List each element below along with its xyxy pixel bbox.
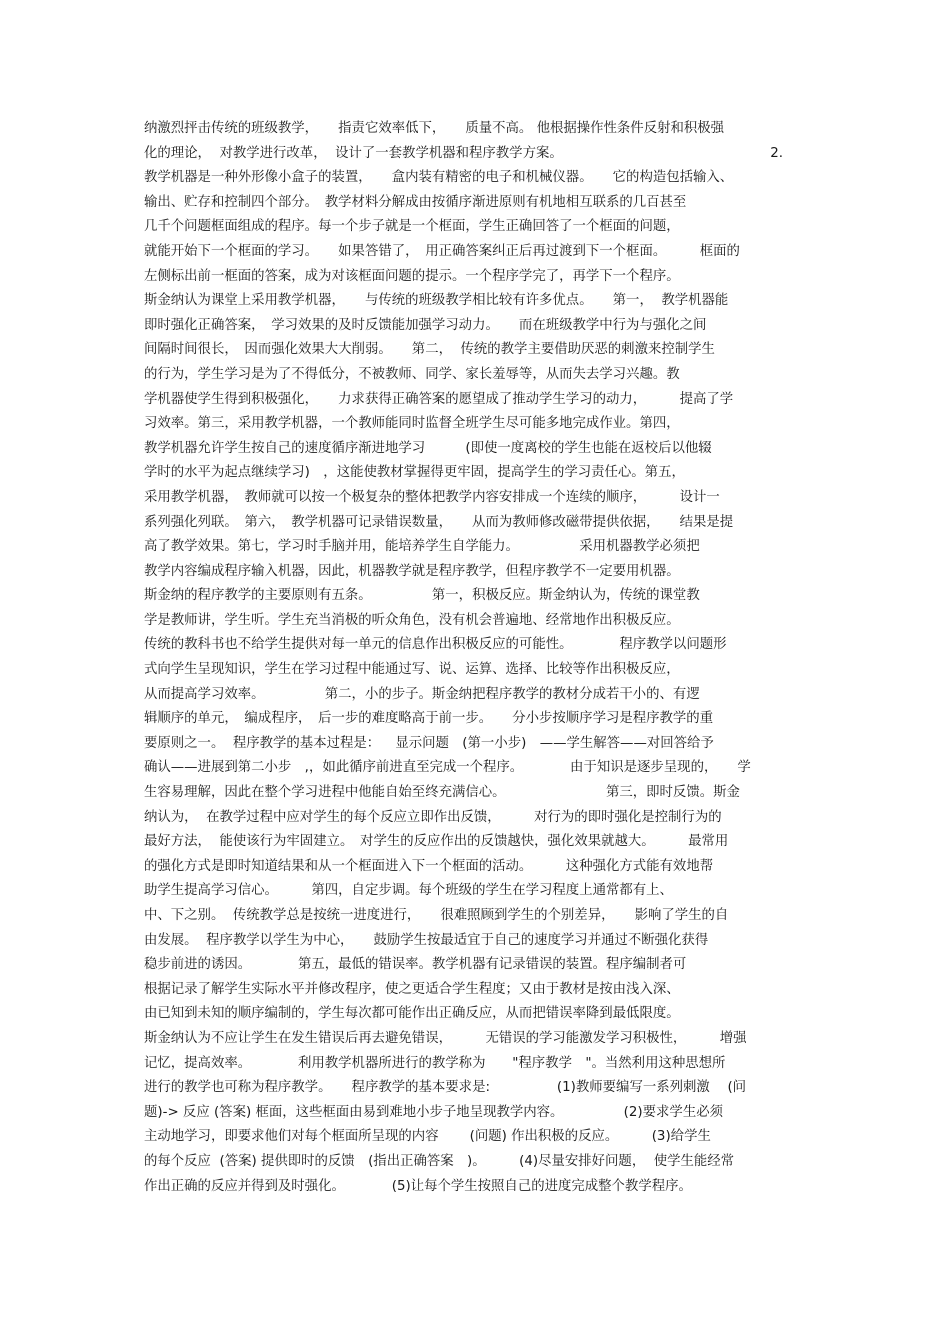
text-line: 助学生提高学习信心。 第四，自定步调。每个班级的学生在学习程度上通常都有上、	[144, 883, 673, 899]
text-line: 教学内容编成程序输入机器，因此，机器教学就是程序教学，但程序教学不一定要用机器。	[144, 563, 680, 579]
text-line: 教学机器允许学生按自己的速度循序渐进地学习 (即使一度离校的学生也能在返校后以他辍	[144, 440, 712, 456]
text-line: 化的理论， 对教学进行改革， 设计了一套教学机器和程序教学方案。 2.	[144, 145, 784, 161]
text-line: 学机器使学生得到积极强化， 力求获得正确答案的愿望成了推动学生学习的动力， 提高了学	[144, 391, 734, 407]
text-line: 式向学生呈现知识，学生在学习过程中能通过写、说、运算、选择、比较等作出积极反应，	[144, 662, 680, 678]
text-line: 采用教学机器， 教师就可以按一个极复杂的整体把教学内容安排成一个连续的顺序， 设计一	[144, 489, 720, 505]
text-line: 几千个问题框面组成的程序。每一个步子就是一个框面，学生正确回答了一个框面的问题，	[144, 219, 680, 235]
text-line: 中、下之别。 传统教学总是按统一进度进行， 很难照顾到学生的个别差异， 影响了学生的自	[144, 908, 729, 923]
text-line: 斯金纳认为不应让学生在发生错误后再去避免错误， 无错误的学习能激发学习积极性， 增强	[144, 1030, 747, 1046]
text-line: 纳激烈抨击传统的班级教学， 指责它效率低下， 质量不高。 他根据操作性条件反射和积极强	[144, 121, 725, 136]
text-line: 生容易理解，因此在整个学习进程中他能自始至终充满信心。 第三，即时反馈。斯金	[144, 785, 740, 801]
text-line: 辑顺序的单元， 编成程序， 后一步的难度略高于前一步。 分小步按顺序学习是程序教学的重	[144, 711, 714, 727]
text-line: 进行的教学也可称为程序教学。 程序教学的基本要求是: (1)教师要编写一系列刺激 (问	[144, 1080, 747, 1096]
text-line: 确认——进展到第二小步 ,，如此循序前进直至完成一个程序。 由于知识是逐步呈现的， 学	[144, 760, 751, 776]
text-line: 系列强化列联。 第六， 教学机器可记录错误数量， 从而为教师修改磁带提供依据， 结果是提	[144, 514, 734, 530]
text-line: 就能开始下一个框面的学习。 如果答错了， 用正确答案纠正后再过渡到下一个框面。 框面的	[144, 243, 740, 259]
text-line: 由发展。 程序教学以学生为中心， 鼓励学生按最适宜于自己的速度学习并通过不断强化获得	[144, 932, 709, 948]
text-line: 根据记录了解学生实际水平并修改程序，使之更适合学生程度；又由于教材是按由浅入深、	[144, 981, 680, 997]
text-line: 稳步前进的诱因。 第五，最低的错误率。教学机器有记录错误的装置。程序编制者可	[144, 957, 687, 973]
text-line: 作出正确的反应并得到及时强化。 (5)让每个学生按照自己的进度完成整个教学程序。	[144, 1178, 692, 1194]
text-line: 的行为，学生学习是为了不得低分，不被教师、同学、家长羞辱等，从而失去学习兴趣。教	[144, 366, 680, 382]
text-line: 输出、贮存和控制四个部分。 教学材料分解成由按循序渐进原则有机地相互联系的几百甚至	[144, 194, 687, 210]
text-line: 即时强化正确答案， 学习效果的及时反馈能加强学习动力。 而在班级教学中行为与强化之间	[144, 317, 707, 333]
text-line: 学是教师讲，学生听。学生充当消极的听众角色，没有机会普遍地、经常地作出积极反应。	[144, 612, 680, 628]
text-line: 的每个反应 (答案) 提供即时的反馈 (指出正确答案 )。 (4)尽量安排好问题， 使学生能经常	[144, 1153, 735, 1169]
text-line: 由已知到未知的顺序编制的，学生每次都可能作出正确反应，从而把错误率降到最低限度。	[144, 1006, 680, 1022]
text-line: 斯金纳的程序教学的主要原则有五条。 第一，积极反应。斯金纳认为，传统的课堂教	[144, 588, 700, 604]
body-text	[144, 117, 812, 1199]
text-line: 的强化方式是即时知道结果和从一个框面进入下一个框面的活动。 这种强化方式能有效地帮	[144, 858, 714, 874]
text-line: 左侧标出前一框面的答案，成为对该框面问题的提示。一个程序学完了，再学下一个程序。	[144, 268, 680, 284]
text-line: 间隔时间很长， 因而强化效果大大削弱。 第二， 传统的教学主要借助厌恶的刺激来控制学生	[144, 342, 715, 358]
text-line: 从而提高学习效率。 第二，小的步子。斯金纳把程序教学的教材分成若干小的、有逻	[144, 686, 700, 702]
text-line: 纳认为， 在教学过程中应对学生的每个反应立即作出反馈， 对行为的即时强化是控制行为的	[144, 809, 722, 825]
text-line: 高了教学效果。第七，学习时手脑并用，能培养学生自学能力。 采用机器教学必须把	[144, 539, 700, 555]
text-line: 斯金纳认为课堂上采用教学机器， 与传统的班级教学相比较有许多优点。 第一， 教学机器能	[144, 293, 729, 309]
text-line: 习效率。第三，采用教学机器，一个教师能同时监督全班学生尽可能多地完成作业。第四，	[144, 416, 680, 432]
text-line: 传统的教科书也不给学生提供对每一单元的信息作出积极反应的可能性。 程序教学以问题形	[144, 637, 727, 653]
text-line: 要原则之一。 程序教学的基本过程是： 显示问题 (第一小步) ——学生解答——对回答给予	[144, 735, 714, 751]
text-line: 题)-> 反应 (答案) 框面，这些框面由易到难地小步子地呈现教学内容。 (2)要求学生必须	[144, 1104, 723, 1120]
text-line: 主动地学习，即要求他们对每个框面所呈现的内容 (问题) 作出积极的反应。 (3)给学生	[144, 1129, 711, 1145]
text-line: 记忆，提高效率。 利用教学机器所进行的教学称为 "程序教学 "。当然利用这种思想所	[144, 1055, 726, 1071]
text-line: 最好方法， 能使该行为牢固建立。 对学生的反应作出的反馈越快，强化效果就越大。 最常用	[144, 834, 729, 850]
text-line: 教学机器是一种外形像小盒子的装置， 盒内装有精密的电子和机械仪器。 它的构造包括输入、	[144, 170, 734, 186]
text-line: 学时的水平为起点继续学习) ，这能使教材掌握得更牢固，提高学生的学习责任心。第五，	[144, 465, 685, 481]
